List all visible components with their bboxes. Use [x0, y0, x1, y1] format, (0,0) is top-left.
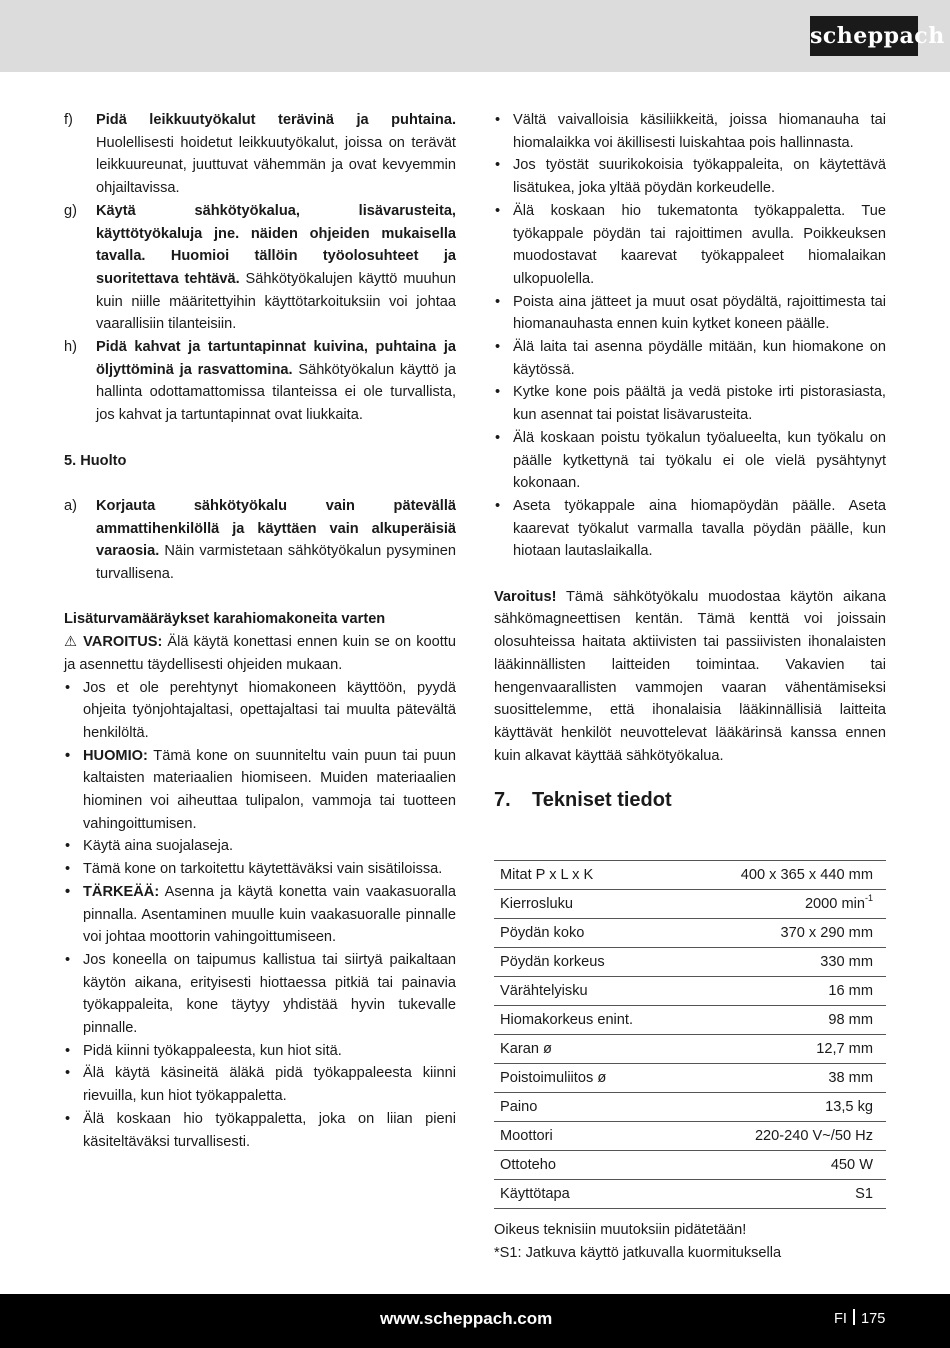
- spec-label: Paino: [494, 1093, 686, 1122]
- item-label: g): [64, 202, 77, 219]
- bullet-bold: HUOMIO:: [83, 747, 148, 764]
- note-s1: *S1: Jatkuva käyttö jatkuvalla kuormituksella: [494, 1244, 782, 1261]
- bullet-item: • Älä laita tai asenna pöydälle mitään, kun hiomakone on käytössä.: [494, 336, 886, 381]
- section-title-extra-safety: Lisäturvamääräykset karahiomakoneita varten: [64, 611, 386, 628]
- page-number: 175: [860, 1311, 886, 1327]
- bullet-item: • Jos koneella on taipumus kallistua tai siirtyä paikaltaan käytön aikana, erityisesti hiottaessa pitkiä tai painavia työkappaleita, kone täytyy yhdistää hyvin tukevalle pinnalle.: [64, 949, 456, 1040]
- right-column: [494, 109, 886, 813]
- spec-value-text: 16 mm: [828, 983, 873, 999]
- spec-value: [686, 1151, 886, 1180]
- spec-label: Poistoimuliitos ø: [494, 1064, 686, 1093]
- language-code: FI: [834, 1311, 847, 1327]
- spec-value-text: 220-240 V~/50 Hz: [754, 1128, 873, 1144]
- table-row: [494, 1035, 886, 1064]
- emf-warning-text: Tämä sähkötyökalu muodostaa käytön aikana sähkömagneettisen kentän. Tämä kenttä voi joissain olosuhteissa haitata aktiivisten tai passiivisten ihonalaisten lääkinnällisten laitteiden toimintaa. Vakavien tai hengenvaarallisten vammojen vaaran vähentämiseksi suosittelemme, että ihonalaisia lääkinnällisiä laitteita käyttävät henkilöt neuvottelevat lääkärinsä kanssa ennen kuin alkavat käyttää sähkötyökalua.: [494, 588, 886, 764]
- item-text: Sähkötyökalun käyttö ja hallinta odottamattomissa tilanteissa ei ole turvallista, jos kahvat ja tartuntapinnat ovat liukkaita.: [96, 361, 456, 424]
- bullet-item: [64, 881, 456, 949]
- warning-paragraph: [64, 631, 456, 676]
- spec-value-text: S1: [855, 1186, 873, 1202]
- bullet-item: • Jos työstät suurikokoisia työkappaleita, on käytettävä lisätukea, joka yltää pöydän korkeudelle.: [494, 154, 886, 199]
- spec-value-text: 98 mm: [828, 1012, 873, 1028]
- spec-value-superscript: -1: [864, 893, 873, 903]
- item-bold-text: Pidä kahvat ja tartuntapinnat kuivina, puhtaina ja öljyttöminä ja rasvattomina.: [96, 339, 456, 378]
- footer-website-link[interactable]: www.scheppach.com: [380, 1309, 553, 1328]
- emf-warning-label: Varoitus!: [494, 588, 557, 605]
- spec-value: [686, 1122, 886, 1151]
- table-row: [494, 890, 886, 919]
- page-separator: [853, 1309, 855, 1325]
- spec-label: Kierrosluku: [494, 890, 686, 919]
- spec-value: [686, 890, 886, 919]
- list-item-h: [64, 336, 456, 427]
- bullet-item: • Älä käytä käsineitä äläkä pidä työkappaleesta kiinni rievuilla, kun hiot työkappaletta.: [64, 1062, 456, 1107]
- item-label: h): [64, 339, 77, 356]
- table-row: [494, 1151, 886, 1180]
- list-item-a: [64, 495, 456, 586]
- chapter-title: [494, 787, 886, 813]
- spec-label: Hiomakorkeus enint.: [494, 1006, 686, 1035]
- bullet-item: • Älä koskaan hio työkappaletta, joka on liian pieni käsiteltäväksi turvallisesti.: [64, 1108, 456, 1153]
- table-row: [494, 1064, 886, 1093]
- bullet-item: • Älä koskaan hio tukematonta työkappaletta. Tue työkappale pöydän tai rajoittimen avulla. Poikkeuksen muodostavat kaarevat työkappaleet hiomalaikan ulkopuolella.: [494, 200, 886, 291]
- bullet-text: Tämä kone on suunniteltu vain puun tai puun kaltaisten materiaalien hiomiseen. Muiden materiaalien hiominen voi aiheuttaa tulipalon, vammoja tai tuotteen vahingoittumisen.: [83, 747, 456, 832]
- table-row: [494, 977, 886, 1006]
- header-bar: [0, 0, 950, 72]
- bullet-item: • Vältä vaivalloisia käsiliikkeitä, joissa hiomanauha tai hiomalaikka voi äkillisesti luiskahtaa pois hallinnasta.: [494, 109, 886, 154]
- bullet-item: • Pidä kiinni työkappaleesta, kun hiot sitä.: [64, 1040, 456, 1063]
- bullet-item: • Älä koskaan poistu työkalun työalueelta, kun työkalu on päälle kytkettynä tai työkalu ei ole vielä pysähtynyt kokonaan.: [494, 427, 886, 495]
- spec-label: Karan ø: [494, 1035, 686, 1064]
- list-item-f: [64, 109, 456, 200]
- spec-value: [686, 1180, 886, 1209]
- table-row: [494, 1180, 886, 1209]
- bullet-item: • Tämä kone on tarkoitettu käytettäväksi vain sisätiloissa.: [64, 858, 456, 881]
- spec-notes: [494, 1219, 886, 1264]
- spec-value-text: 38 mm: [828, 1070, 873, 1086]
- bullet-item: • Käytä aina suojalaseja.: [64, 835, 456, 858]
- chapter-title-text: Tekniset tiedot: [532, 789, 672, 812]
- spec-value: [686, 1035, 886, 1064]
- spec-value: [686, 919, 886, 948]
- spec-label: Ottoteho: [494, 1151, 686, 1180]
- table-row: [494, 1006, 886, 1035]
- spec-label: Pöydän koko: [494, 919, 686, 948]
- item-label: f): [64, 112, 73, 128]
- table-row: [494, 919, 886, 948]
- spec-label: Mitat P x L x K: [494, 861, 686, 890]
- spec-value-text: 12,7 mm: [816, 1041, 873, 1057]
- item-text: Näin varmistetaan sähkötyökalun pysyminen turvallisena.: [96, 543, 456, 583]
- chapter-number: 7.: [494, 789, 511, 812]
- item-bold-text: Korjauta sähkötyökalu vain pätevällä ammattihenkilöllä ja käyttäen vain alkuperäisiä varaosia.: [96, 497, 456, 560]
- bullet-bold: TÄRKEÄÄ:: [83, 883, 160, 900]
- table-row: [494, 1122, 886, 1151]
- spec-value: [686, 948, 886, 977]
- spec-value: [686, 1093, 886, 1122]
- spec-value-text: 13,5 kg: [825, 1099, 873, 1115]
- bullet-item: • Kytke kone pois päältä ja vedä pistoke irti pistorasiasta, kun asennat tai poistat lisävarusteita.: [494, 381, 886, 426]
- item-label: a): [64, 497, 77, 514]
- list-item-g: [64, 200, 456, 336]
- spec-value-text: 450 W: [830, 1157, 873, 1173]
- table-row: [494, 948, 886, 977]
- warning-label: VAROITUS:: [78, 634, 163, 651]
- spec-label: Käyttötapa: [494, 1180, 686, 1209]
- section-title-huolto: 5. Huolto: [64, 452, 127, 469]
- bullet-item: • Poista aina jätteet ja muut osat pöydältä, rajoittimesta tai hiomanauhasta ennen kuin kytket koneen päälle.: [494, 291, 886, 336]
- table-row: [494, 1093, 886, 1122]
- item-bold-text: Pidä leikkuutyökalut terävinä ja puhtaina.: [96, 112, 456, 128]
- brand-logo: scheppach: [810, 16, 918, 56]
- spec-value-text: 400 x 365 x 440 mm: [740, 867, 873, 883]
- spec-value: [686, 1006, 886, 1035]
- item-bold-text: Käytä sähkötyökalua, lisävarusteita, käyttötyökaluja jne. näiden ohjeiden mukaisella tavalla. Huomioi tällöin työolosuhteet ja suoritettava tehtävä.: [96, 202, 456, 287]
- left-column: [64, 109, 456, 1153]
- bullet-item: • Aseta työkappale aina hiomapöydän päälle. Aseta kaarevat työkalut varmalla tavalla pöydän päälle, kun hiotaan lautaslaikalla.: [494, 495, 886, 563]
- spec-value-text: 370 x 290 mm: [780, 925, 873, 941]
- bullet-text: Asenna ja käytä konetta vain vaakasuoralla pinnalla. Asentaminen muulle kuin vaakasuoralle pinnalle voi johtaa moottorin vahingoittumiseen.: [83, 883, 456, 946]
- spec-value: [686, 977, 886, 1006]
- table-row: [494, 861, 886, 890]
- spec-value: [686, 1064, 886, 1093]
- spec-table: [494, 860, 886, 1209]
- warning-text: Älä käytä konettasi ennen kuin se on koottu ja asennettu täydellisesti ohjeiden mukaan.: [64, 634, 456, 673]
- item-text: Sähkötyökalujen käyttö muuhun kuin niille määritettyihin käyttötarkoituksiin voi johtaa vaarallisiin tilanteisiin.: [96, 270, 456, 333]
- bullet-item: [64, 745, 456, 836]
- spec-label: Värähtelyisku: [494, 977, 686, 1006]
- spec-label: Moottori: [494, 1122, 686, 1151]
- item-text: Huolellisesti hoidetut leikkuutyökalut, joissa on terävät leikkuureunat, juuttuvat vähemmän ja ovat kevyemmin ohjailtavissa.: [96, 134, 456, 197]
- spec-value-text: 2000 min: [804, 896, 865, 912]
- warning-icon: ⚠: [64, 634, 79, 651]
- bullet-item: • Jos et ole perehtynyt hiomakoneen käyttöön, pyydä ohjeita työnjohtajaltasi, opettajaltasi tai muulta pätevältä henkilöltä.: [64, 677, 456, 745]
- spec-label: Pöydän korkeus: [494, 948, 686, 977]
- footer-page-info: [834, 1307, 885, 1331]
- spec-value: [686, 861, 886, 890]
- note-technical-changes: Oikeus teknisiin muutoksiin pidätetään!: [494, 1222, 747, 1238]
- spec-value-text: 330 mm: [820, 954, 873, 970]
- emf-warning-paragraph: [494, 586, 886, 768]
